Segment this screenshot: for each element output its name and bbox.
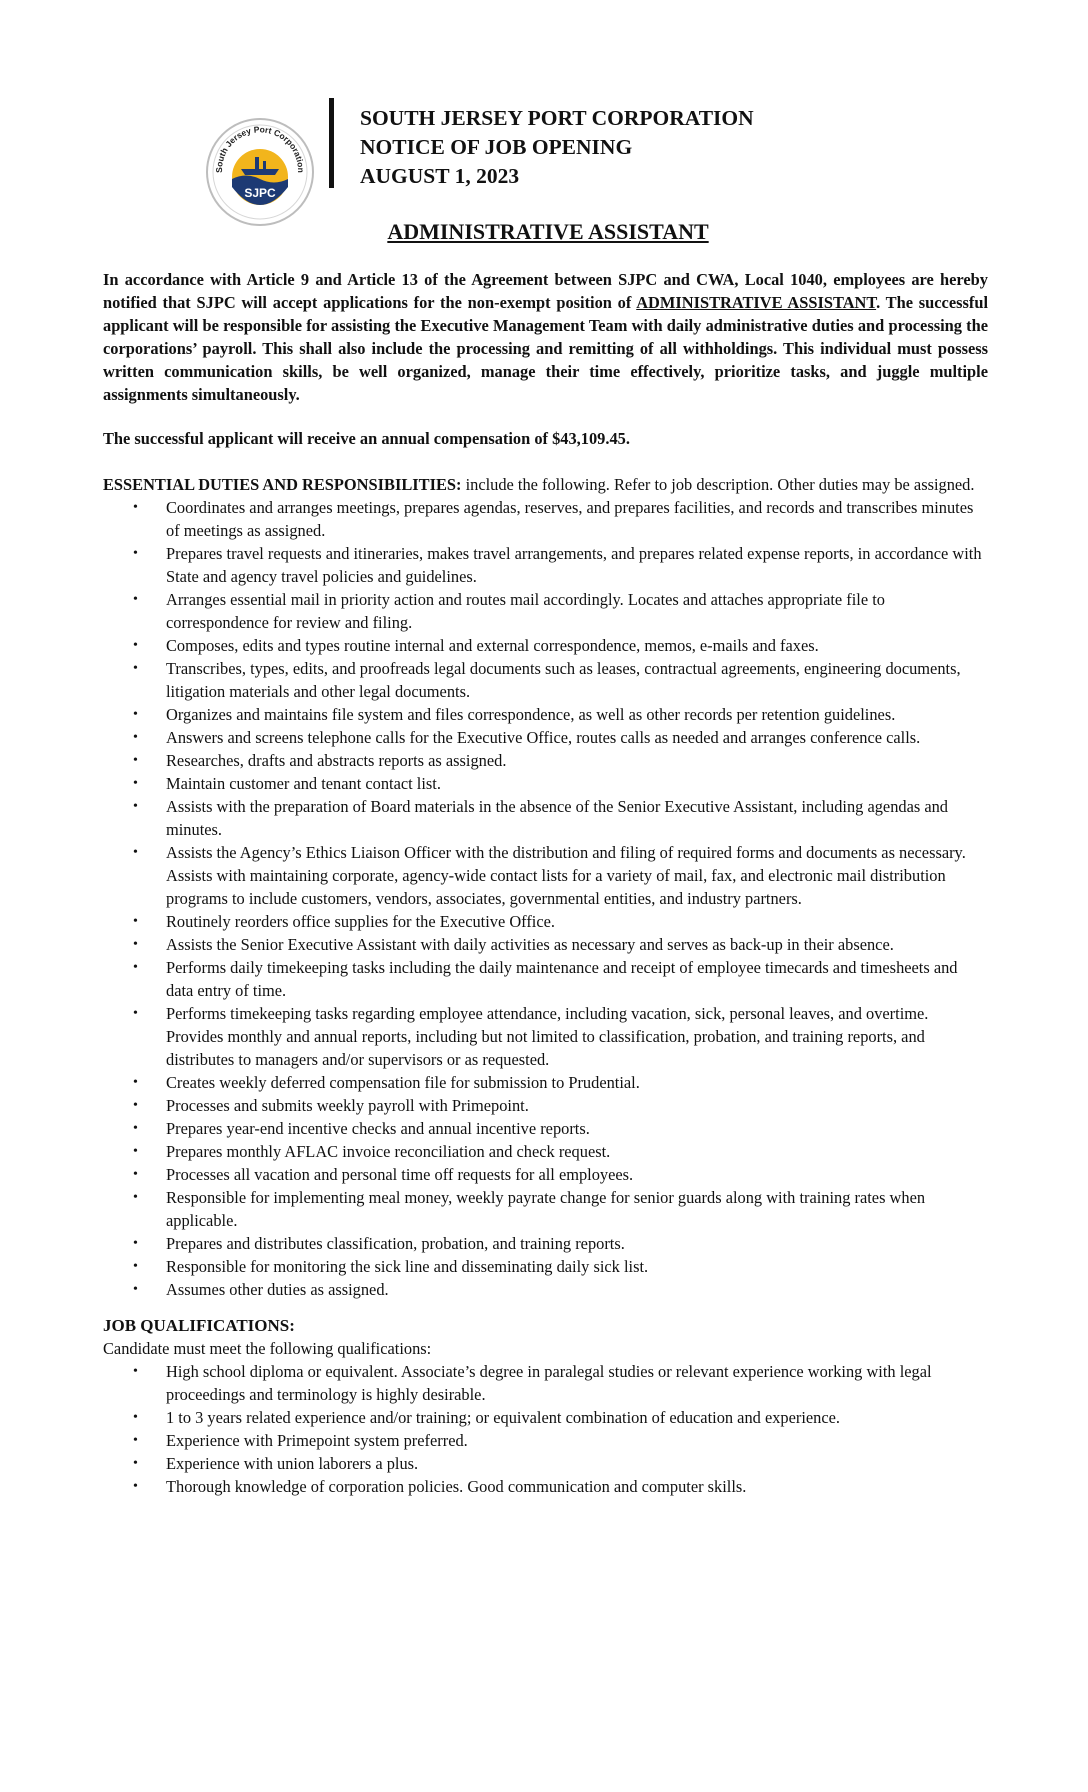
duties-heading: ESSENTIAL DUTIES AND RESPONSIBILITIES:: [103, 475, 462, 494]
list-item-text: Researches, drafts and abstracts reports as assigned.: [166, 751, 507, 770]
duties-section: [103, 473, 988, 1301]
list-item-text: Prepares year-end incentive checks and annual incentive reports.: [166, 1119, 590, 1138]
duties-intro: include the following. Refer to job description. Other duties may be assigned.: [461, 475, 975, 494]
qualifications-heading: JOB QUALIFICATIONS:: [103, 1316, 295, 1335]
list-item-text: Assumes other duties as assigned.: [166, 1280, 389, 1299]
list-item: [103, 1406, 988, 1429]
bullet-icon: •: [133, 661, 138, 676]
bullet-icon: •: [133, 1144, 138, 1159]
bullet-icon: •: [133, 776, 138, 791]
list-item-text: Responsible for monitoring the sick line and disseminating daily sick list.: [166, 1257, 649, 1276]
list-item: [103, 910, 988, 933]
list-item-text: Responsible for implementing meal money, weekly payrate change for senior guards along with training rates when applicable.: [166, 1188, 926, 1230]
notice-title: NOTICE OF JOB OPENING: [360, 135, 633, 159]
bullet-icon: •: [133, 845, 138, 860]
bullet-icon: •: [133, 500, 138, 515]
bullet-icon: •: [133, 730, 138, 745]
list-item-text: Assists the Senior Executive Assistant with daily activities as necessary and serves as back-up in their absence.: [166, 935, 894, 954]
list-item: [103, 795, 988, 841]
list-item: [103, 1002, 988, 1071]
bullet-icon: •: [133, 1479, 138, 1494]
org-name: SOUTH JERSEY PORT CORPORATION: [360, 106, 754, 130]
list-item: [103, 657, 988, 703]
list-item: [103, 933, 988, 956]
bullet-icon: •: [133, 1236, 138, 1251]
position-name: ADMINISTRATIVE ASSISTANT: [636, 293, 877, 312]
list-item: [103, 749, 988, 772]
list-item-text: Routinely reorders office supplies for the Executive Office.: [166, 912, 555, 931]
list-item-text: 1 to 3 years related experience and/or training; or equivalent combination of education and experience.: [166, 1408, 841, 1427]
header-block: [360, 104, 754, 191]
list-item-text: Composes, edits and types routine internal and external correspondence, memos, e-mails and faxes.: [166, 636, 819, 655]
intro-paragraph: In accordance with Article 9 and Article 13 of the Agreement between SJPC and CWA, Local 1040, employees are hereby notified that SJPC will accept applications for the non-exempt position of ADMINISTRATIVE ASSISTANT. The successful applicant will be responsible for assisting the Executive Management Team with daily administrative duties and processing the corporations’ payroll. This shall also include the processing and remitting of all withholdings. This individual must possess written communication skills, be well organized, manage their time effectively, prioritize tasks, and juggle multiple assignments simultaneously.: [103, 270, 988, 404]
list-item: [103, 772, 988, 795]
list-item-text: Coordinates and arranges meetings, prepares agendas, reserves, and prepares facilities, and records and transcribes minutes of meetings as assigned.: [166, 498, 974, 540]
bullet-icon: •: [133, 1259, 138, 1274]
list-item-text: Assists with the preparation of Board materials in the absence of the Senior Executive Assistant, including agendas and minutes.: [166, 797, 949, 839]
list-item-text: Performs timekeeping tasks regarding employee attendance, including vacation, sick, personal leaves, and overtime. Provides monthly and annual reports, including but not limited to classification, probation, and training reports, and distributes to managers and/or supervisors or as requested.: [166, 1004, 929, 1069]
job-title: ADMINISTRATIVE ASSISTANT: [387, 219, 709, 244]
list-item-text: Processes and submits weekly payroll with Primepoint.: [166, 1096, 529, 1115]
bullet-icon: •: [133, 592, 138, 607]
document-body: [103, 268, 988, 1498]
bullet-icon: •: [133, 1282, 138, 1297]
bullet-icon: •: [133, 638, 138, 653]
qualifications-list: [103, 1360, 988, 1498]
list-item: [103, 703, 988, 726]
list-item-text: Maintain customer and tenant contact list.: [166, 774, 441, 793]
list-item-text: Creates weekly deferred compensation file for submission to Prudential.: [166, 1073, 640, 1092]
list-item-text: Processes all vacation and personal time off requests for all employees.: [166, 1165, 634, 1184]
logo-arc-text: South Jersey Port Corporation: [213, 124, 307, 173]
list-item: [103, 1186, 988, 1232]
list-item-text: Arranges essential mail in priority action and routes mail accordingly. Locates and attaches appropriate file to correspondence for review and filing.: [166, 590, 885, 632]
list-item-text: Performs daily timekeeping tasks including the daily maintenance and receipt of employee timecards and timesheets and data entry of time.: [166, 958, 958, 1000]
list-item: [103, 1475, 988, 1498]
bullet-icon: •: [133, 1121, 138, 1136]
list-item-text: Prepares monthly AFLAC invoice reconciliation and check request.: [166, 1142, 611, 1161]
bullet-icon: •: [133, 937, 138, 952]
list-item-text: Organizes and maintains file system and files correspondence, as well as other records per retention guidelines.: [166, 705, 896, 724]
list-item-text: Assists the Agency’s Ethics Liaison Officer with the distribution and filing of required forms and documents as necessary. Assists with maintaining corporate, agency-wide contact lists for a variety of mail, fax, and electronic mail distribution programs to include customers, vendors, associates, governmental entities, and industry partners.: [166, 843, 966, 908]
list-item-text: Thorough knowledge of corporation policies. Good communication and computer skills.: [166, 1477, 747, 1496]
bullet-icon: •: [133, 960, 138, 975]
list-item: [103, 542, 988, 588]
list-item: [103, 588, 988, 634]
bullet-icon: •: [133, 1006, 138, 1021]
notice-date: AUGUST 1, 2023: [360, 164, 520, 188]
bullet-icon: •: [133, 707, 138, 722]
list-item: [103, 1360, 988, 1406]
bullet-icon: •: [133, 546, 138, 561]
list-item: [103, 1071, 988, 1094]
bullet-icon: •: [133, 1075, 138, 1090]
bullet-icon: •: [133, 1167, 138, 1182]
list-item-text: Transcribes, types, edits, and proofreads legal documents such as leases, contractual agreements, engineering documents, litigation materials and other legal documents.: [166, 659, 961, 701]
list-item: [103, 1452, 988, 1475]
bullet-icon: •: [133, 753, 138, 768]
list-item-text: Experience with Primepoint system preferred.: [166, 1431, 468, 1450]
list-item-text: Experience with union laborers a plus.: [166, 1454, 419, 1473]
bullet-icon: •: [133, 799, 138, 814]
compensation: The successful applicant will receive an annual compensation of $43,109.45.: [103, 429, 630, 448]
list-item: [103, 496, 988, 542]
list-item: [103, 956, 988, 1002]
bullet-icon: •: [133, 1364, 138, 1379]
list-item: [103, 634, 988, 657]
list-item: [103, 1232, 988, 1255]
bullet-icon: •: [133, 1098, 138, 1113]
list-item: [103, 841, 988, 910]
bullet-icon: •: [133, 1410, 138, 1425]
qualifications-intro: Candidate must meet the following qualifications:: [103, 1339, 432, 1358]
list-item: [103, 1255, 988, 1278]
bullet-icon: •: [133, 1190, 138, 1205]
bullet-icon: •: [133, 1456, 138, 1471]
list-item-text: Prepares travel requests and itineraries, makes travel arrangements, and prepares related expense reports, in accordance with State and agency travel policies and guidelines.: [166, 544, 982, 586]
bullet-icon: •: [133, 914, 138, 929]
list-item-text: Answers and screens telephone calls for the Executive Office, routes calls as needed and arranges conference calls.: [166, 728, 921, 747]
list-item: [103, 1278, 988, 1301]
list-item: [103, 1429, 988, 1452]
sjpc-logo: [205, 117, 315, 227]
list-item: [103, 1094, 988, 1117]
list-item-text: Prepares and distributes classification, probation, and training reports.: [166, 1234, 625, 1253]
logo-abbr: SJPC: [244, 186, 276, 200]
list-item: [103, 1117, 988, 1140]
list-item: [103, 726, 988, 749]
bullet-icon: •: [133, 1433, 138, 1448]
duties-list: [103, 496, 988, 1301]
list-item-text: High school diploma or equivalent. Associate’s degree in paralegal studies or relevant experience working with legal proceedings and terminology is highly desirable.: [166, 1362, 932, 1404]
list-item: [103, 1163, 988, 1186]
list-item: [103, 1140, 988, 1163]
header-divider: [329, 98, 334, 188]
